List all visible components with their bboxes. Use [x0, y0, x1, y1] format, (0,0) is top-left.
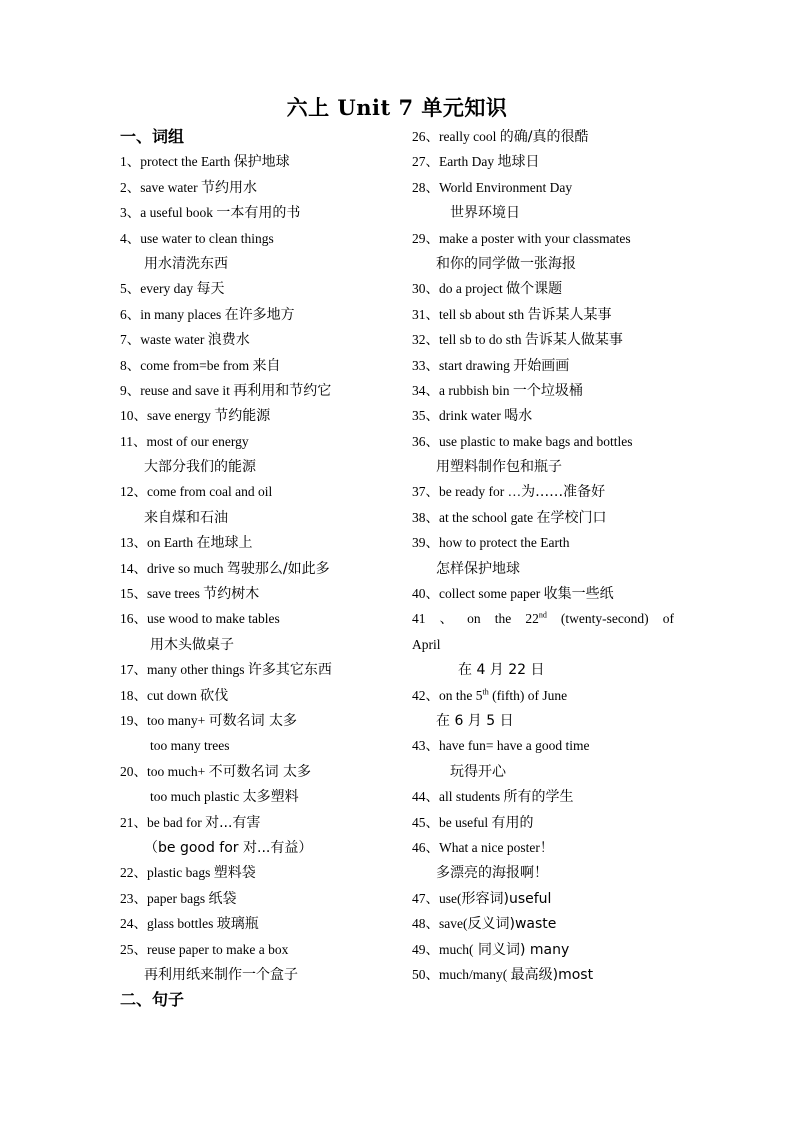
ordinal-suffix: th	[482, 687, 489, 697]
phrase-chinese: 形容词)useful	[461, 890, 552, 907]
phrase-chinese: 的确/真的很酷	[499, 129, 589, 145]
phrase-chinese: 同义词) many	[473, 941, 570, 958]
phrase-line	[412, 302, 680, 327]
phrase-line	[412, 226, 680, 251]
phrase-line	[120, 353, 400, 378]
phrase-text: (fifth) of June	[488, 687, 568, 703]
phrase-chinese: 多漂亮的海报啊！	[436, 865, 548, 882]
phrase-english: 23、paper bags	[120, 890, 209, 906]
phrase-chinese: 地球日	[497, 154, 540, 171]
phrase-chinese: 开始画画	[513, 357, 570, 374]
phrase-chinese: 用水清洗东西	[144, 255, 228, 272]
phrase-chinese: 在学校门口	[536, 509, 607, 526]
phrase-line	[120, 911, 400, 936]
right-column	[412, 124, 680, 987]
phrase-line	[120, 657, 400, 682]
phrase-line	[120, 784, 400, 809]
phrase-line	[412, 886, 680, 911]
phrase-line	[412, 632, 680, 657]
phrase-line	[412, 454, 680, 479]
phrase-line	[412, 708, 680, 733]
phrase-text: 41	[412, 611, 426, 627]
phrase-english: 36、use plastic to make bags and bottles	[412, 433, 633, 449]
phrase-chinese: 驾驶那么/如此多	[226, 560, 330, 577]
phrase-chinese: 节约能源	[214, 408, 271, 425]
phrase-english: 16、use wood to make tables	[120, 611, 280, 627]
phrase-text: 42、on the 5th	[412, 687, 489, 703]
phrase-english: 13、on Earth	[120, 535, 197, 551]
phrase-line	[120, 886, 400, 911]
phrase-line	[412, 759, 680, 784]
phrase-line	[412, 657, 680, 682]
phrase-line	[120, 454, 400, 479]
phrase-line	[120, 530, 400, 555]
phrase-line	[120, 251, 400, 276]
phrase-line	[120, 581, 400, 606]
phrase-english: 14、drive so much	[120, 560, 227, 576]
phrase-chinese: 大部分我们的能源	[144, 459, 256, 476]
section-heading-sentences: 二、句子	[120, 990, 185, 1010]
phrase-chinese: 反义词)waste	[467, 916, 557, 933]
phrase-chinese: 喝水	[504, 408, 533, 425]
phrase-line	[412, 276, 680, 301]
phrase-line	[120, 403, 400, 428]
phrase-line	[412, 505, 680, 530]
phrase-chinese: 世界环境日	[450, 205, 520, 222]
section-heading-phrases: 一、词组	[120, 127, 185, 146]
phrase-line	[120, 556, 400, 581]
phrase-line	[120, 683, 400, 708]
phrase-english: 38、at the school gate	[412, 509, 537, 525]
phrase-english: 1、protect the Earth	[120, 154, 234, 170]
phrase-english: 50、much/many(	[412, 966, 511, 982]
page-title: 六上 Unit 7 单元知识	[286, 95, 508, 120]
phrase-line	[120, 175, 400, 200]
phrase-chinese: 怎样保护地球	[436, 560, 520, 577]
phrase-english: 12、come from coal and oil	[120, 484, 273, 500]
phrase-chinese: 有用的	[491, 814, 534, 831]
phrase-chinese: 所有的学生	[503, 789, 574, 806]
phrase-line	[412, 937, 680, 962]
phrase-line	[412, 175, 680, 200]
phrase-chinese: （be good for 对...有益）	[144, 839, 313, 856]
phrase-line	[412, 429, 680, 454]
phrase-english: 28、World Environment Day	[412, 179, 573, 195]
phrase-text: (twenty-second)	[560, 611, 649, 627]
phrase-chinese: 塑料袋	[213, 865, 256, 882]
phrase-line	[412, 733, 680, 758]
ordinal-suffix: nd	[538, 610, 547, 620]
phrase-chinese: 告诉某人某事	[527, 306, 612, 323]
phrase-chinese: 用塑料制作包和瓶子	[436, 459, 562, 476]
phrase-line	[412, 200, 680, 225]
phrase-english: 8、come from=be from	[120, 357, 253, 373]
phrase-english: 21、be bad for	[120, 814, 206, 830]
phrase-english: 11、most of our energy	[120, 433, 249, 449]
left-phrase-list	[120, 149, 400, 987]
phrase-english: 39、how to protect the Earth	[412, 535, 570, 551]
phrase-chinese: 在 4 月 22 日	[458, 662, 545, 679]
phrase-line	[412, 784, 680, 809]
phrase-line	[120, 810, 400, 835]
phrase-chinese: 再利用纸来制作一个盒子	[144, 966, 298, 983]
phrase-line	[412, 378, 680, 403]
phrase-chinese: 来自煤和石油	[144, 509, 228, 526]
phrase-chinese: 太多塑料	[242, 789, 299, 806]
phrase-english: 18、cut down	[120, 687, 201, 703]
phrase-line	[412, 683, 680, 708]
phrase-text: 、	[439, 611, 454, 627]
phrase-english: 26、really cool	[412, 129, 500, 144]
phrase-line	[412, 556, 680, 581]
phrase-chinese: 一个垃圾桶	[512, 382, 583, 399]
phrase-line	[412, 581, 680, 606]
phrase-english: 29、make a poster with your classmates	[412, 230, 631, 246]
phrase-english: 19、too many+	[120, 712, 209, 728]
phrase-chinese: 在地球上	[196, 535, 253, 552]
phrase-english: 2、save water	[120, 179, 201, 195]
phrase-english: 22、plastic bags	[120, 865, 214, 881]
phrase-english: April	[412, 636, 441, 652]
phrase-english: 33、start drawing	[412, 357, 514, 373]
phrase-chinese: 一本有用的书	[216, 205, 301, 222]
phrase-line	[120, 200, 400, 225]
phrase-chinese: 每天	[196, 281, 225, 298]
phrase-english: too much plastic	[150, 789, 243, 805]
phrase-english: 10、save energy	[120, 408, 215, 424]
phrase-line	[120, 505, 400, 530]
phrase-english: 25、reuse paper to make a box	[120, 941, 289, 957]
phrase-chinese: 砍伐	[200, 687, 229, 704]
phrase-chinese: 做个课题	[506, 281, 563, 298]
phrase-english: 47、use(	[412, 890, 462, 906]
phrase-chinese: 和你的同学做一张海报	[436, 255, 576, 272]
phrase-chinese: 保护地球	[233, 154, 290, 171]
phrase-line	[412, 860, 680, 885]
phrase-text: of	[662, 611, 674, 627]
phrase-english: 17、many other things	[120, 662, 248, 678]
phrase-english: 48、save(	[412, 916, 468, 932]
phrase-english: 43、have fun= have a good time	[412, 738, 590, 754]
phrase-english: 40、collect some paper	[412, 586, 544, 602]
phrase-line	[412, 962, 680, 987]
phrase-line	[120, 733, 400, 758]
phrase-line	[120, 606, 400, 631]
phrase-english: 46、What a nice poster！	[412, 839, 554, 855]
phrase-chinese: 在许多地方	[224, 306, 295, 323]
phrase-chinese: 可数名词 太多	[208, 712, 298, 729]
phrase-chinese: 不可数名词 太多	[208, 763, 312, 780]
phrase-english: 7、waste water	[120, 332, 208, 348]
phrase-english: 3、a useful book	[120, 205, 217, 221]
phrase-line	[120, 226, 400, 251]
phrase-line	[120, 759, 400, 784]
phrase-text: the	[494, 611, 512, 627]
phrase-english: 27、Earth Day	[412, 154, 498, 170]
phrase-line	[120, 276, 400, 301]
phrase-line	[120, 632, 400, 657]
phrase-chinese: 最高级)most	[510, 966, 594, 983]
phrase-english: 45、be useful	[412, 814, 492, 830]
right-phrase-list	[412, 124, 680, 987]
phrase-english: 24、glass bottles	[120, 916, 217, 932]
phrase-line	[120, 937, 400, 962]
phrase-english: 20、too much+	[120, 763, 209, 779]
phrase-line	[412, 835, 680, 860]
phrase-english: 6、in many places	[120, 306, 225, 322]
phrase-english: 49、much(	[412, 941, 474, 957]
phrase-chinese: 为……准备好	[521, 484, 606, 501]
phrase-line	[120, 479, 400, 504]
phrase-chinese: 玩得开心	[450, 763, 506, 780]
phrase-line	[412, 353, 680, 378]
phrase-chinese: 纸袋	[208, 890, 237, 907]
phrase-english: 30、do a project	[412, 281, 507, 297]
phrase-english: 5、every day	[120, 281, 197, 297]
phrase-line	[120, 149, 400, 174]
phrase-line	[120, 378, 400, 403]
phrase-line	[412, 124, 680, 149]
phrase-english: 9、reuse and save it	[120, 382, 234, 398]
phrase-text: on	[467, 611, 481, 627]
left-column	[120, 124, 400, 1013]
phrase-english: too many trees	[150, 738, 230, 754]
phrase-chinese: 收集一些纸	[543, 586, 614, 603]
phrase-chinese: 告诉某人做某事	[524, 332, 623, 349]
phrase-line	[412, 530, 680, 555]
phrase-english: 31、tell sb about sth	[412, 306, 528, 322]
phrase-line	[120, 302, 400, 327]
phrase-english: 15、save trees	[120, 586, 204, 602]
phrase-chinese: 用木头做桌子	[150, 636, 234, 653]
phrase-line	[120, 860, 400, 885]
phrase-line	[120, 429, 400, 454]
phrase-english: 35、drink water	[412, 408, 505, 424]
phrase-chinese: 许多其它东西	[247, 662, 332, 679]
phrase-line	[412, 149, 680, 174]
phrase-line	[120, 835, 400, 860]
phrase-chinese: 浪费水	[207, 332, 250, 349]
phrase-line	[412, 403, 680, 428]
phrase-english: 32、tell sb to do sth	[412, 332, 525, 348]
phrase-line	[412, 327, 680, 352]
phrase-chinese: 对...有害	[205, 814, 261, 831]
phrase-line	[120, 962, 400, 987]
phrase-chinese: 节约树木	[203, 586, 260, 603]
phrase-chinese: 在 6 月 5 日	[436, 712, 514, 729]
phrase-line	[120, 327, 400, 352]
phrase-chinese: 再利用和节约它	[233, 382, 332, 399]
phrase-line	[412, 479, 680, 504]
phrase-text: 22nd	[525, 610, 547, 627]
phrase-english: 44、all students	[412, 789, 504, 805]
phrase-english: 4、use water to clean things	[120, 230, 274, 246]
phrase-line	[412, 810, 680, 835]
phrase-line	[412, 251, 680, 276]
phrase-line	[412, 911, 680, 936]
phrase-line	[412, 606, 674, 631]
phrase-chinese: 来自	[252, 357, 281, 374]
phrase-line	[120, 708, 400, 733]
phrase-english: 34、a rubbish bin	[412, 382, 513, 398]
phrase-chinese: 节约用水	[200, 179, 257, 196]
phrase-english: 37、be ready for …	[412, 484, 522, 500]
phrase-chinese: 玻璃瓶	[216, 916, 259, 933]
